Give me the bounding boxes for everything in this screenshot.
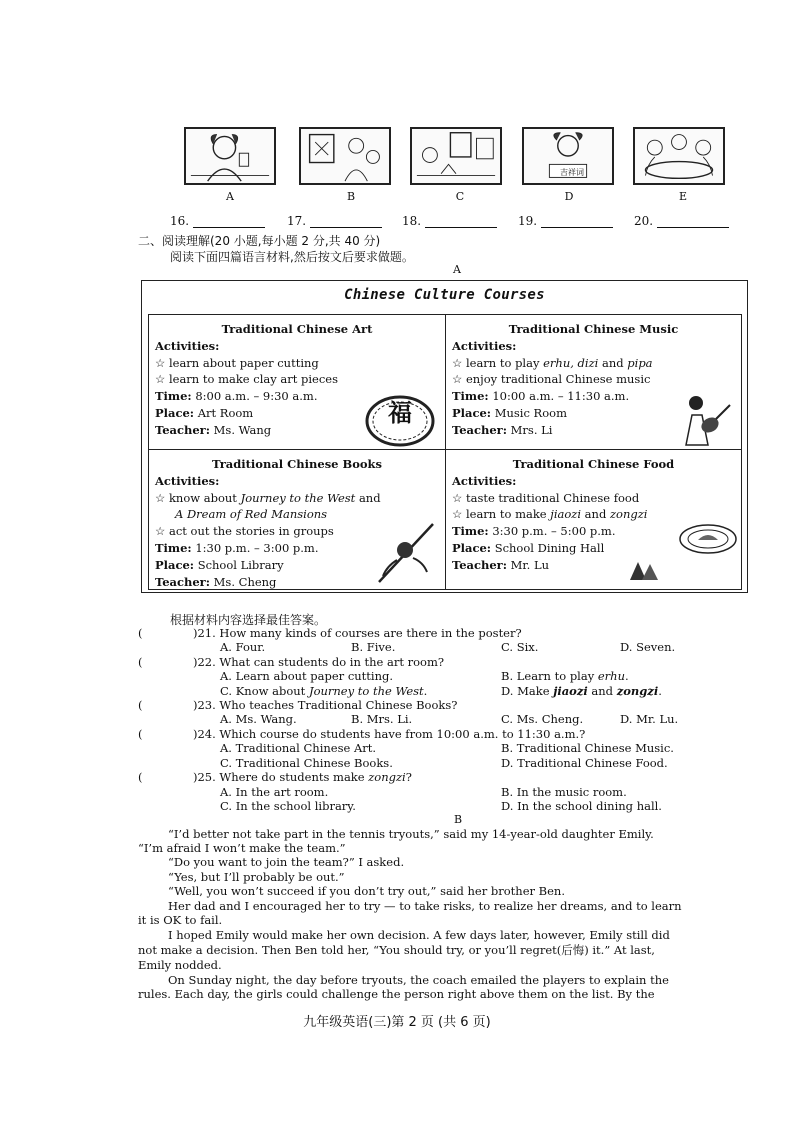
place-label: Place: [155,557,195,572]
course-time: 10:00 a.m. – 11:30 a.m. [492,389,630,404]
course-music-title: Traditional Chinese Music [508,322,679,336]
question-25: )25. Where do students make zongzi? [193,770,412,784]
activities-label: Activities: [452,473,517,488]
option-c[interactable]: C. Six. [501,640,539,654]
family-dinner-icon [635,129,723,183]
place-label: Place: [452,540,492,555]
activity-item: ☆ learn to play erhu, dizi and pipa [452,355,653,370]
teacher-label: Teacher: [452,422,507,437]
question-23: )23. Who teaches Traditional Chinese Books? [193,698,458,712]
passage-line: “Do you want to join the team?” I asked. [168,855,405,869]
option-d[interactable]: D. In the school dining hall. [501,799,662,813]
course-music [445,314,742,450]
place-label: Place: [155,405,195,420]
answer-blank-20[interactable] [634,214,729,228]
answer-blank-19[interactable] [518,214,613,228]
course-place: School Library [197,557,284,572]
blank-number: 16. [170,214,190,228]
monkey-king-staff-icon [375,520,437,586]
answer-paren[interactable]: ( [138,626,143,640]
course-place: Art Room [197,405,254,420]
question-22: )22. What can students do in the art room? [193,655,445,669]
fu-character: 福 [388,399,412,427]
course-teacher: Ms. Cheng [213,574,277,589]
dumpling-plate-icon [678,522,738,556]
course-art-title: Traditional Chinese Art [221,322,373,336]
time-label: Time: [155,389,192,404]
poster [141,280,748,593]
course-food [445,449,742,590]
activity-item: ☆ learn to make jiaozi and zongzi [452,507,648,522]
blank-number: 17. [287,214,307,228]
course-teacher: Ms. Wang [213,422,272,437]
section-instruction: 阅读下面四篇语言材料,然后按文后要求做题。 [170,250,414,264]
choose-instruction: 根据材料内容选择最佳答案。 [170,613,327,627]
passage-line: “Well, you won’t succeed if you don’t try out,” said her brother Ben. [168,884,565,898]
option-c[interactable]: C. Traditional Chinese Books. [220,756,393,770]
library-reading-icon [412,129,500,183]
passage-line: not make a decision. Then Ben told her, “You should try, or you’ll regret(后悔) it.” At last, [138,943,655,957]
option-c[interactable]: C. Ms. Cheng. [501,712,584,726]
passage-line: I hoped Emily would make her own decision. A few days later, however, Emily still did [168,928,670,942]
blank-line[interactable] [310,216,382,228]
activity-item: ☆ enjoy traditional Chinese music [452,372,651,387]
answer-paren[interactable]: ( [138,727,143,741]
activity-item: ☆ learn about paper cutting [155,355,319,370]
picture-a [184,127,276,185]
answer-blank-16[interactable] [170,214,265,228]
option-a[interactable]: A. In the art room. [220,785,329,799]
passage-line: “I’m afraid I won’t make the team.” [138,841,346,855]
course-teacher: Mr. Lu [510,557,550,572]
option-b[interactable]: B. Traditional Chinese Music. [501,741,674,755]
course-time: 3:30 p.m. – 5:00 p.m. [492,524,616,539]
section-heading: 二、阅读理解(20 小题,每小题 2 分,共 40 分) [138,234,381,248]
picture-label-c: C [455,190,465,203]
picture-d [522,127,614,185]
picture-b [299,127,391,185]
passage-line: it is OK to fail. [138,913,223,927]
course-place: School Dining Hall [494,540,605,555]
option-a[interactable]: A. Learn about paper cutting. [220,669,394,683]
activity-item: ☆ taste traditional Chinese food [452,490,640,505]
option-d[interactable]: D. Traditional Chinese Food. [501,756,668,770]
activity-item: ☆ learn to make clay art pieces [155,372,339,387]
option-c[interactable]: C. In the school library. [220,799,356,813]
passage-line: Her dad and I encouraged her to try — to take risks, to realize her dreams, and to learn [168,899,682,913]
passage-line: “Yes, but I’ll probably be out.” [168,870,345,884]
teacher-label: Teacher: [155,574,210,589]
blank-number: 20. [634,214,654,228]
passage-line: rules. Each day, the girls could challenge the person right above them on the list. By the [138,987,655,1001]
picture-d-sign-text: 吉祥词 [560,168,584,177]
page-footer: 九年级英语(三)第 2 页 (共 6 页) [303,1015,491,1030]
passage-line: On Sunday night, the day before tryouts, the coach emailed the players to explain the [168,973,669,987]
poster-title: Chinese Culture Courses [344,287,545,303]
picture-label-a: A [226,190,234,203]
course-time: 8:00 a.m. – 9:30 a.m. [195,389,318,404]
time-label: Time: [452,389,489,404]
teacher-label: Teacher: [155,422,210,437]
blank-line[interactable] [193,216,265,228]
picture-c [410,127,502,185]
blank-line[interactable] [541,216,613,228]
picture-e [633,127,725,185]
part-a-label: A [453,263,461,276]
passage-line: Emily nodded. [138,958,222,972]
picture-label-b: B [346,190,356,203]
option-d[interactable]: D. Mr. Lu. [620,712,679,726]
option-b[interactable]: B. Mrs. Li. [351,712,413,726]
picture-label-d: D [564,190,574,203]
course-art [148,314,446,450]
blank-number: 19. [518,214,538,228]
course-food-title: Traditional Chinese Food [512,457,675,471]
place-label: Place: [452,405,492,420]
activity-item: ☆ know about Journey to the West and [155,490,381,505]
course-time: 1:30 p.m. – 3:00 p.m. [195,540,319,555]
girl-at-table-icon [186,129,274,183]
time-label: Time: [155,540,192,555]
question-24: )24. Which course do students have from 10:00 a.m. to 11:30 a.m.? [193,727,586,741]
activities-label: Activities: [155,338,220,353]
course-teacher: Mrs. Li [510,422,553,437]
course-books [148,449,446,590]
students-with-paper-icon [301,129,389,183]
blank-line[interactable] [425,216,497,228]
blank-line[interactable] [657,216,729,228]
zongzi-icon [626,556,660,584]
answer-blank-18[interactable] [402,214,497,228]
fu-paper-cut-icon [365,395,435,447]
option-b[interactable]: B. Five. [351,640,396,654]
question-21: )21. How many kinds of courses are there in the poster? [193,626,522,640]
passage-line: “I’d better not take part in the tennis tryouts,” said my 14-year-old daughter Emily. [168,827,654,841]
activities-label: Activities: [155,473,220,488]
option-a[interactable]: A. Four. [220,640,266,654]
option-a[interactable]: A. Ms. Wang. [220,712,297,726]
time-label: Time: [452,524,489,539]
activity-item: ☆ act out the stories in groups [155,524,334,539]
activity-item-cont: A Dream of Red Mansions [175,507,328,522]
course-books-title: Traditional Chinese Books [211,457,383,471]
answer-blank-17[interactable] [287,214,382,228]
picture-label-e: E [678,190,688,203]
option-a[interactable]: A. Traditional Chinese Art. [220,741,377,755]
answer-paren[interactable]: ( [138,770,143,784]
option-b[interactable]: B. Learn to play erhu. [501,669,629,683]
answer-paren[interactable]: ( [138,655,143,669]
pipa-player-icon [676,391,734,447]
option-b[interactable]: B. In the music room. [501,785,627,799]
blank-number: 18. [402,214,422,228]
option-c[interactable]: C. Know about Journey to the West. [220,684,428,698]
option-d[interactable]: D. Make jiaozi and zongzi. [501,684,662,698]
part-b-label: B [454,813,463,826]
course-place: Music Room [494,405,567,420]
option-d[interactable]: D. Seven. [620,640,676,654]
teacher-label: Teacher: [452,557,507,572]
answer-paren[interactable]: ( [138,698,143,712]
activities-label: Activities: [452,338,517,353]
